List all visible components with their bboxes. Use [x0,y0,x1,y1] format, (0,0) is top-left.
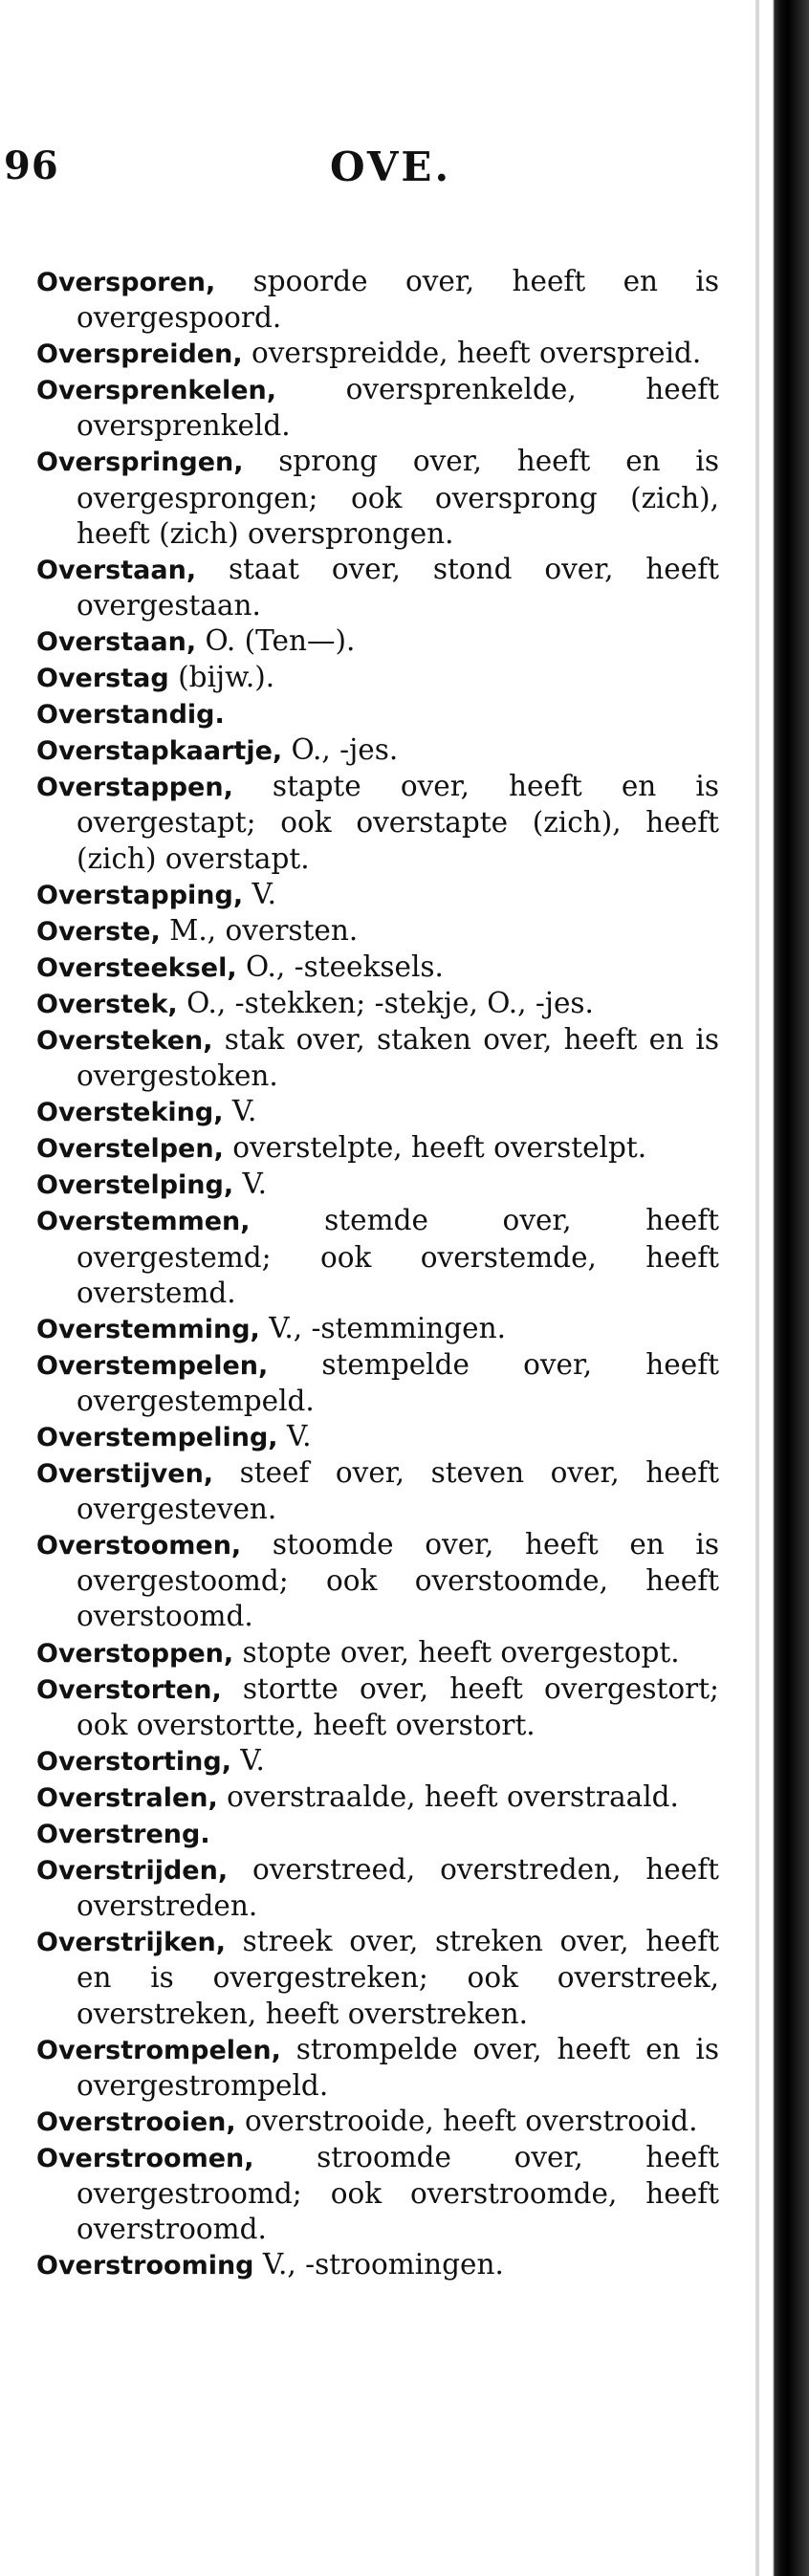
headword: Overstemmen, [36,1207,251,1237]
headword: Overstaan, [36,626,197,657]
dictionary-entry [36,1635,719,1671]
definition: stortte over, heeft overgestort; ook overstortte, heeft overstort. [77,1671,719,1741]
definition: O., -jes. [282,733,399,767]
definition: oversprenkelde, heeft oversprenkeld. [77,373,719,443]
dictionary-entry [36,950,719,986]
headword: Overstrompelen, [36,2035,281,2065]
dictionary-entry [36,2032,719,2104]
headword: Overstralen, [36,1782,218,1813]
definition: M., oversten. [160,913,359,947]
dictionary-entry [36,1816,719,1852]
headword: Overstempelen, [36,1350,269,1381]
dictionary-entry [36,1527,719,1634]
headword: Overste, [36,916,161,947]
definition: overstreed, overstreden, heeft overstreden. [77,1853,719,1923]
dictionary-entry [36,623,719,660]
definition: streek over, streken over, heeft en is overgestreken; ook overstreek, overstreken, heeft overstreken. [77,1925,719,2030]
headword: Overstrijken, [36,1928,227,1958]
dictionary-entry [36,1203,719,1310]
dictionary-entries [36,264,719,2283]
dictionary-entry [36,1311,719,1347]
dictionary-entry [36,1094,719,1130]
definition: V. [233,1168,268,1201]
definition: O. (Ten—). [196,623,356,657]
definition: stemde over, heeft overgestemd; ook overstemde, heeft overstemd. [77,1204,719,1309]
dictionary-entry [36,372,719,444]
headword: Oversteeksel, [36,952,237,983]
headword: Overstrijden, [36,1856,229,1887]
dictionary-entry [36,444,719,551]
headword: Overspreiden, [36,339,243,370]
headword: Overstappen, [36,773,233,803]
dictionary-entry [36,552,719,623]
definition: overstraalde, heeft overstraald. [217,1779,679,1813]
definition: sprong over, heeft en is overgesprongen; ook oversprong (zich), heeft (zich) oversprongen. [77,445,719,550]
definition: V., -stemmingen. [259,1311,506,1344]
headword: Overstemming, [36,1314,260,1344]
book-binding-edge [759,0,809,2576]
dictionary-entry [36,1924,719,2031]
headword: Overstempeling, [36,1423,278,1452]
page-number: 96 [4,143,59,188]
dictionary-entry [36,769,719,876]
headword: Overstoomen, [36,1531,242,1561]
dictionary-entry [36,1671,719,1743]
headword: Oversprenkelen, [36,376,277,406]
dictionary-entry [36,732,719,769]
headword: Overstroomen, [36,2143,254,2173]
definition: staat over, stond over, heeft overgestaan. [77,552,719,622]
dictionary-entry [36,336,719,372]
definition: V. [277,1420,312,1452]
definition: overstrooide, heeft overstrooid. [235,2104,698,2137]
page-header [0,143,809,210]
headword: Overstijven, [36,1459,214,1490]
headword: Overstelpen, [36,1134,224,1165]
definition: O., -steeksels. [236,950,444,983]
headword: Overspringen, [36,448,244,478]
headword: Overstek, [36,989,178,1019]
headword: Overstapkaartje, [36,736,283,767]
headword: Overstorten, [36,1674,222,1705]
definition: stoomde over, heeft en is overgestoomd; ook overstoomde, heeft overstoomd. [77,1528,719,1633]
definition: stempelde over, heeft overgestempeld. [77,1347,719,1417]
dictionary-entry [36,1130,719,1167]
dictionary-entry [36,1852,719,1924]
headword: Oversteken, [36,1025,213,1056]
dictionary-entry [36,877,719,913]
dictionary-entry [36,2140,719,2247]
headword: Overstreng. [36,1820,210,1850]
definition: stopte over, heeft overgestopt. [233,1635,680,1669]
definition: stak over, staken over, heeft en is overgestoken. [77,1022,719,1093]
headword: Overstapping, [36,880,244,910]
definition: stapte over, heeft en is overgestapt; ook overstapte (zich), heeft (zich) overstapt. [77,770,719,875]
dictionary-entry [36,1779,719,1816]
dictionary-entry [36,1455,719,1527]
dictionary-entry [36,2247,719,2283]
headword: Oversporen, [36,268,216,297]
headword: Overstandig. [36,700,225,731]
headword: Overstorting, [36,1746,231,1777]
headword: Overstaan, [36,555,197,585]
dictionary-entry [36,986,719,1022]
headword: Oversteking, [36,1098,224,1128]
headword: Overstoppen, [36,1638,234,1669]
definition: strompelde over, heeft en is overgestrompeld. [77,2032,719,2102]
definition: (bijw.). [168,661,275,694]
dictionary-entry [36,1167,719,1203]
headword: Overstag [36,664,169,694]
dictionary-entry [36,1743,719,1779]
definition: V. [223,1095,257,1128]
definition: overspreidde, heeft overspreid. [242,337,702,370]
definition: spoorde over, heeft en is overgespoord. [77,265,719,335]
definition: O., -stekken; -stekje, O., -jes. [177,986,594,1019]
definition: V. [231,1743,265,1777]
definition: steef over, steven over, heeft overgesteven. [77,1456,719,1526]
dictionary-entry [36,1419,719,1455]
dictionary-entry [36,696,719,732]
definition: overstelpte, heeft overstelpt. [223,1131,647,1165]
dictionary-entry [36,913,719,950]
headword: Overstrooming [36,2251,254,2281]
dictionary-entry [36,1022,719,1094]
dictionary-entry [36,660,719,696]
definition: V. [243,877,276,910]
headword: Overstrooien, [36,2107,236,2137]
headword: Overstelping, [36,1170,234,1201]
dictionary-entry [36,2104,719,2140]
dictionary-entry [36,264,719,336]
definition: V., -stroomingen. [253,2248,504,2281]
definition: stroomde over, heeft overgestroomd; ook overstroomde, heeft overstroomd. [77,2140,719,2246]
dictionary-entry [36,1347,719,1419]
running-head: OVE. [330,143,452,190]
